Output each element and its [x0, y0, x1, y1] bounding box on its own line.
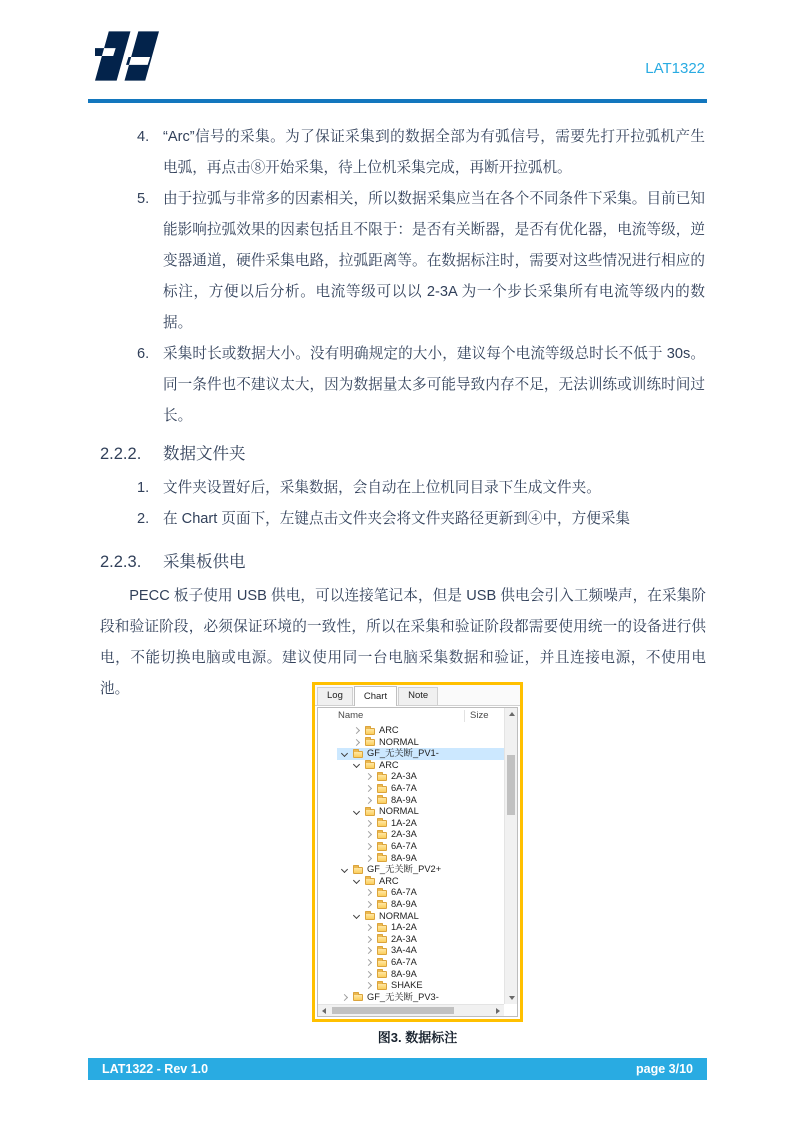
- header-rule: [88, 99, 707, 103]
- chevron-right-icon[interactable]: [365, 785, 372, 792]
- tree-row[interactable]: [318, 725, 504, 737]
- chevron-right-icon[interactable]: [365, 924, 372, 931]
- folder-tree-panel: [317, 707, 518, 1017]
- folder-name[interactable]: 8A-9A: [391, 852, 417, 863]
- tree-row[interactable]: [318, 864, 504, 876]
- list-item: [100, 504, 706, 535]
- folder-name[interactable]: 2A-3A: [391, 933, 417, 944]
- section-title: 采集板供电: [163, 553, 246, 571]
- column-header-size[interactable]: Size: [470, 710, 489, 721]
- column-header-row[interactable]: [318, 708, 504, 724]
- chevron-down-icon[interactable]: [353, 761, 360, 768]
- tab-note[interactable]: Note: [398, 687, 438, 705]
- tree-row[interactable]: [318, 818, 504, 830]
- folder-icon: [353, 751, 363, 758]
- folder-icon: [377, 960, 387, 967]
- folder-icon: [377, 925, 387, 932]
- folder-icon: [365, 739, 375, 746]
- chevron-right-icon[interactable]: [365, 820, 372, 827]
- tree-row[interactable]: [318, 771, 504, 783]
- folder-name[interactable]: 6A-7A: [391, 957, 417, 967]
- vertical-scrollbar[interactable]: [504, 708, 517, 1004]
- folder-tree: [318, 725, 504, 1004]
- footer-bar: [88, 1058, 707, 1080]
- folder-icon: [377, 820, 387, 827]
- folder-icon: [365, 913, 375, 920]
- list-item: [100, 184, 706, 339]
- list-item-text: 在 Chart 页面下，左键点击文件夹会将文件夹路径更新到④中，方便采集: [163, 511, 631, 527]
- tab-chart[interactable]: Chart: [354, 686, 397, 706]
- chevron-right-icon[interactable]: [365, 855, 372, 862]
- tree-row[interactable]: [318, 934, 504, 946]
- folder-name[interactable]: ARC: [379, 875, 399, 886]
- tree-row[interactable]: [318, 887, 504, 899]
- tree-row[interactable]: [318, 969, 504, 981]
- list-item: [100, 339, 706, 432]
- folder-icon: [377, 786, 387, 793]
- folder-name[interactable]: ARC: [379, 725, 399, 735]
- page-content: [100, 122, 706, 705]
- chevron-down-icon[interactable]: [353, 877, 360, 884]
- tree-row[interactable]: [318, 899, 504, 911]
- list-item-number: 4.: [137, 129, 150, 145]
- folder-icon: [377, 832, 387, 839]
- folder-icon: [377, 844, 387, 851]
- list-item-text: “Arc”信号的采集。为了保证采集到的数据全部为有弧信号，需要先打开拉弧机产生电弧，再点击⑧开始采集，待上位机采集完成，再断开拉弧机。: [163, 129, 705, 176]
- vertical-scroll-thumb[interactable]: [507, 755, 515, 815]
- folder-icon: [353, 994, 363, 1001]
- tree-row[interactable]: [318, 980, 504, 992]
- folder-name[interactable]: 6A-7A: [391, 783, 417, 793]
- folder-name[interactable]: 3A-4A: [391, 945, 417, 956]
- folder-icon: [365, 878, 375, 885]
- chevron-right-icon[interactable]: [365, 936, 372, 943]
- list-item-number: 2.: [137, 511, 150, 527]
- scroll-right-icon[interactable]: [496, 1008, 500, 1014]
- numbered-list: [100, 122, 706, 432]
- tree-row[interactable]: [318, 853, 504, 865]
- chevron-right-icon[interactable]: [365, 773, 372, 780]
- tree-row[interactable]: [318, 957, 504, 969]
- folder-icon: [377, 971, 387, 978]
- chevron-right-icon[interactable]: [365, 843, 372, 850]
- section-title: 数据文件夹: [163, 445, 246, 463]
- folder-name[interactable]: GF_无关断_PV1-: [367, 748, 439, 759]
- folder-name[interactable]: 8A-9A: [391, 899, 417, 909]
- tab-bar: [315, 685, 520, 706]
- folder-icon: [377, 890, 387, 897]
- tab-log[interactable]: Log: [317, 687, 353, 705]
- scroll-down-icon[interactable]: [509, 996, 515, 1000]
- folder-icon: [377, 902, 387, 909]
- folder-icon: [365, 809, 375, 816]
- folder-name[interactable]: GF_无关断_PV3-: [367, 991, 439, 1002]
- chevron-down-icon[interactable]: [341, 866, 348, 873]
- list-item: [100, 122, 706, 184]
- folder-icon: [365, 762, 375, 769]
- folder-name[interactable]: SHAKE: [391, 980, 423, 991]
- chevron-down-icon[interactable]: [353, 808, 360, 815]
- list-item: [100, 473, 706, 504]
- figure-caption: 图3. 数据标注: [377, 1030, 458, 1045]
- chevron-right-icon[interactable]: [353, 739, 360, 746]
- tree-row[interactable]: [318, 806, 504, 818]
- folder-icon: [377, 936, 387, 943]
- list-item-text: 采集时长或数据大小。没有明确规定的大小，建议每个电流等级总时长不低于 30s。同一条件也不建议太大，因为数据量太多可能导致内存不足，无法训练或训练时间过长。: [163, 346, 705, 424]
- folder-icon: [377, 774, 387, 781]
- footer-page-number: page 3/10: [636, 1062, 693, 1076]
- tree-row[interactable]: [318, 992, 504, 1004]
- tree-row[interactable]: [318, 748, 504, 760]
- chevron-down-icon[interactable]: [353, 912, 360, 919]
- folder-name[interactable]: NORMAL: [379, 736, 419, 747]
- tree-row[interactable]: [318, 737, 504, 749]
- doc-code: LAT1322: [645, 60, 705, 77]
- list-item-number: 1.: [137, 480, 150, 496]
- chevron-right-icon[interactable]: [365, 797, 372, 804]
- folder-name[interactable]: 6A-7A: [391, 841, 417, 851]
- column-separator: [464, 710, 465, 722]
- section-heading-222: [100, 441, 706, 467]
- chevron-right-icon[interactable]: [341, 994, 348, 1001]
- list-item-text: 文件夹设置好后，采集数据，会自动在上位机同目录下生成文件夹。: [163, 480, 601, 496]
- folder-icon: [365, 728, 375, 735]
- section-heading-223: [100, 549, 706, 575]
- numbered-sublist: [100, 473, 706, 535]
- tree-row[interactable]: [318, 795, 504, 807]
- folder-name[interactable]: 2A-3A: [391, 829, 417, 840]
- folder-name[interactable]: NORMAL: [379, 806, 419, 817]
- folder-icon: [377, 948, 387, 955]
- list-item-text: 由于拉弧与非常多的因素相关，所以数据采集应当在各个不同条件下采集。目前已知能影响拉弧效果的因素包括且不限于：是否有关断器，是否有优化器，电流等级，逆变器通道，硬件采集电路，拉弧距离等。在数据标注时，需要对这些情况进行相应的标注，方便以后分析。电流等级可以以 2-3A 为一个步长采集所有电流等级内的数据。: [163, 191, 705, 331]
- section-number: 2.2.3.: [100, 553, 142, 571]
- folder-name[interactable]: 8A-9A: [391, 968, 417, 979]
- tree-row[interactable]: [318, 841, 504, 853]
- chevron-right-icon[interactable]: [365, 831, 372, 838]
- tree-row[interactable]: [318, 876, 504, 888]
- folder-name[interactable]: 8A-9A: [391, 794, 417, 805]
- section-paragraph: PECC 板子使用 USB 供电，可以连接笔记本，但是 USB 供电会引入工频噪声，在采集阶段和验证阶段，必须保证环境的一致性，所以在采集和验证阶段都需要使用统一的设备进行供电，不能切换电脑或电源。建议使用同一台电脑采集数据和验证，并且连接电源，不使用电池。: [100, 588, 706, 697]
- list-item-number: 5.: [137, 191, 150, 207]
- chevron-right-icon[interactable]: [365, 889, 372, 896]
- chevron-right-icon[interactable]: [365, 971, 372, 978]
- st-logo-icon: [95, 28, 159, 84]
- horizontal-scroll-thumb[interactable]: [332, 1007, 454, 1014]
- section-number: 2.2.2.: [100, 445, 142, 463]
- folder-name[interactable]: 1A-2A: [391, 922, 417, 933]
- folder-name[interactable]: ARC: [379, 759, 399, 770]
- horizontal-scrollbar[interactable]: [318, 1004, 504, 1016]
- folder-name[interactable]: 2A-3A: [391, 771, 417, 782]
- tree-row[interactable]: [318, 922, 504, 934]
- chevron-right-icon[interactable]: [365, 982, 372, 989]
- chevron-right-icon[interactable]: [365, 947, 372, 954]
- folder-name[interactable]: 6A-7A: [391, 887, 417, 898]
- column-header-name[interactable]: Name: [338, 710, 364, 721]
- folder-name[interactable]: GF_无关断_PV2+: [367, 864, 442, 875]
- chevron-right-icon[interactable]: [365, 959, 372, 966]
- scroll-left-icon[interactable]: [322, 1008, 326, 1014]
- tree-row[interactable]: [318, 945, 504, 957]
- tree-row[interactable]: [318, 783, 504, 795]
- list-item-number: 6.: [137, 346, 150, 362]
- tree-row[interactable]: [318, 829, 504, 841]
- tree-row[interactable]: [318, 911, 504, 923]
- folder-icon: [377, 855, 387, 862]
- folder-icon: [353, 867, 363, 874]
- chevron-right-icon[interactable]: [353, 727, 360, 734]
- tree-row[interactable]: [318, 760, 504, 772]
- scroll-up-icon[interactable]: [509, 712, 515, 716]
- figure-screenshot: [312, 682, 523, 1022]
- footer-doc-rev: LAT1322 - Rev 1.0: [102, 1062, 209, 1076]
- folder-icon: [377, 983, 387, 990]
- folder-name[interactable]: NORMAL: [379, 910, 419, 921]
- chevron-right-icon[interactable]: [365, 901, 372, 908]
- folder-icon: [377, 797, 387, 804]
- folder-name[interactable]: 1A-2A: [391, 817, 417, 828]
